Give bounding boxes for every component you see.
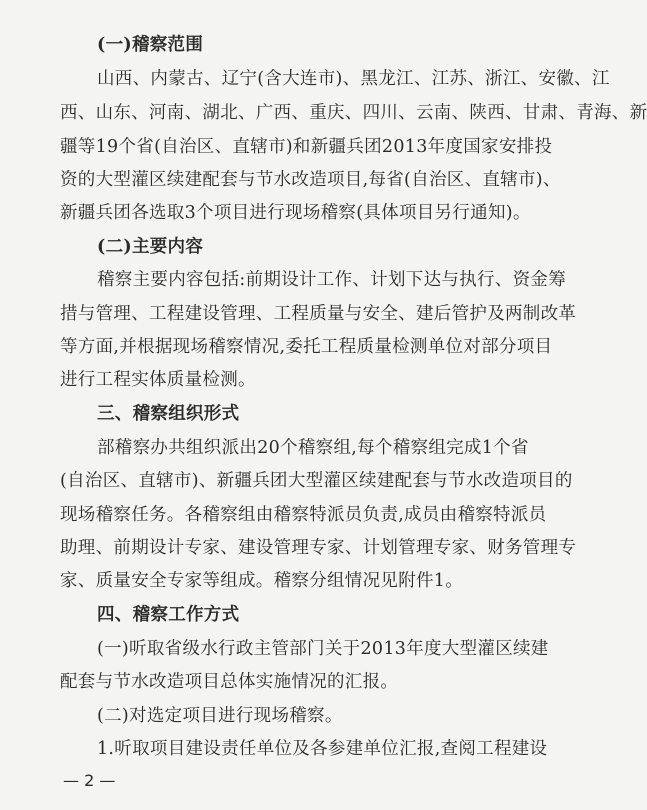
paragraph-line: (自治区、直辖市)、新疆兵团大型灌区续建配套与节水改造项目的 xyxy=(60,471,573,491)
section-heading-scope: (一)稽察范围 xyxy=(97,35,204,55)
paragraph-line: 稽察主要内容包括:前期设计工作、计划下达与执行、资金筹 xyxy=(97,270,566,290)
paragraph-line: 1.听取项目建设责任单位及各参建单位汇报,查阅工程建设 xyxy=(97,739,548,759)
paragraph-line: 措与管理、工程建设管理、工程质量与安全、建后管护及两制改革 xyxy=(60,304,577,324)
paragraph-line: 等方面,并根据现场稽察情况,委托工程质量检测单位对部分项目 xyxy=(60,337,553,357)
page-number: — 2 — xyxy=(63,771,116,790)
paragraph-line: 家、质量安全专家等组成。稽察分组情况见附件1。 xyxy=(60,571,464,591)
paragraph-line: (二)对选定项目进行现场稽察。 xyxy=(97,706,343,726)
paragraph-line: 进行工程实体质量检测。 xyxy=(60,370,256,390)
paragraph-line: 部稽察办共组织派出20个稽察组,每个稽察组完成1个省 xyxy=(97,438,529,458)
section-heading-organization: 三、稽察组织形式 xyxy=(97,404,240,424)
paragraph-line: 助理、前期设计专家、建设管理专家、计划管理专家、财务管理专 xyxy=(60,538,577,558)
paragraph-line: 疆等19个省(自治区、直辖市)和新疆兵团2013年度国家安排投 xyxy=(60,137,553,157)
section-heading-content: (二)主要内容 xyxy=(97,237,204,257)
paragraph-line: (一)听取省级水行政主管部门关于2013年度大型灌区续建 xyxy=(97,639,549,659)
paragraph-line: 现场稽察任务。各稽察组由稽察特派员负责,成员由稽察特派员 xyxy=(60,505,547,525)
paragraph-line: 配套与节水改造项目总体实施情况的汇报。 xyxy=(60,672,399,692)
paragraph-line: 西、山东、河南、湖北、广西、重庆、四川、云南、陕西、甘肃、青海、新 xyxy=(60,103,647,123)
paragraph-line: 新疆兵团各选取3个项目进行现场稽察(具体项目另行通知)。 xyxy=(60,203,531,223)
paragraph-line: 资的大型灌区续建配套与节水改造项目,每省(自治区、直辖市)、 xyxy=(60,170,561,190)
section-heading-method: 四、稽察工作方式 xyxy=(97,605,240,625)
paragraph-line: 山西、内蒙古、辽宁(含大连市)、黑龙江、江苏、浙江、安徽、江 xyxy=(97,69,610,89)
